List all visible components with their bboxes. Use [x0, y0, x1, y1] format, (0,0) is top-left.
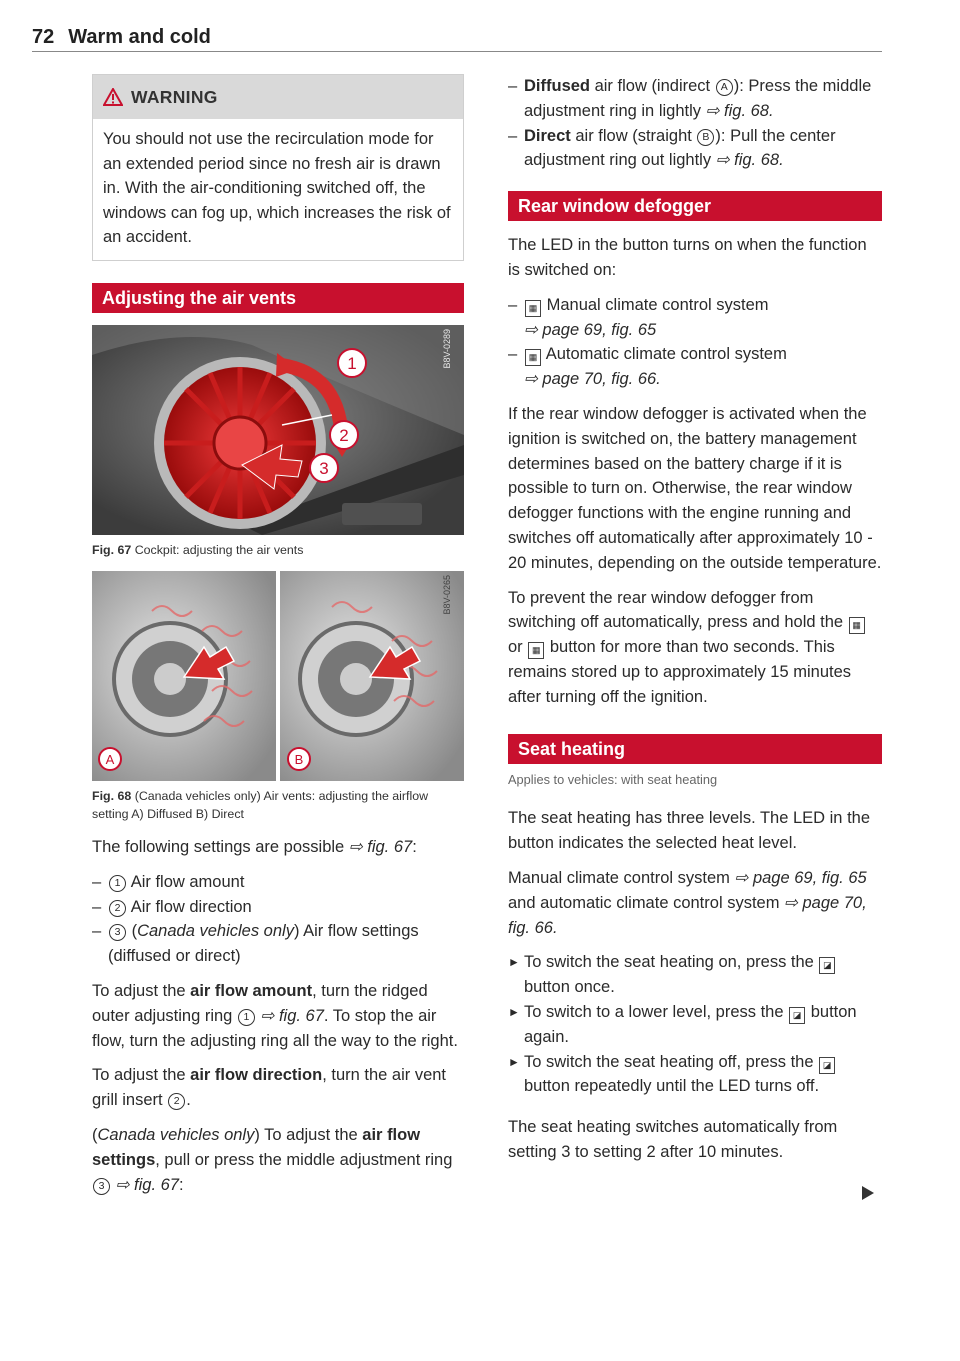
figure-code: B8V-0265: [442, 574, 453, 615]
list-item: – 1 Air flow amount: [92, 872, 245, 891]
airflow-options-list: [508, 74, 882, 173]
callout-1-label: 1: [347, 353, 357, 373]
settings-intro: The following settings are possible ⇨ fig. 67:: [92, 837, 417, 856]
section-heading-rear-defogger: Rear window defogger: [508, 191, 882, 221]
seat-heat-key-icon: ◪: [819, 957, 835, 974]
settings-list: [92, 870, 464, 969]
seat-paragraph-2: Manual climate control system ⇨ page 69, fig. 65 and automatic climate control system ⇨ page 70, fig. 66.: [508, 868, 867, 937]
defogger-key-icon: ▦: [849, 617, 865, 634]
warning-header: [93, 75, 463, 119]
figure-67: [92, 325, 464, 535]
defogger-key-icon: ▦: [525, 349, 541, 366]
left-column: [92, 74, 464, 1207]
page-header: [32, 26, 211, 49]
air-vent-illustration: [92, 325, 464, 535]
seat-paragraph-1: The seat heating has three levels. The LED in the button indicates the selected heat level.: [508, 809, 871, 853]
figure-code: B8V-0289: [442, 328, 453, 369]
warning-title: WARNING: [131, 86, 218, 107]
defogger-key-icon: ▦: [528, 642, 544, 659]
defogger-paragraph-2: To prevent the rear window defogger from switching off automatically, press and hold the ▦ or ▦ button for more than two seconds. This remains stored up to approximately 15 minutes after turning off the ignition.: [508, 586, 882, 710]
seat-steps: [508, 950, 882, 1099]
section-title: Warm and cold: [68, 26, 211, 48]
callout-B-label: B: [294, 751, 304, 767]
list-item: – 2 Air flow direction: [92, 897, 252, 916]
callout-3-label: 3: [319, 458, 329, 478]
list-item: – ▦ Automatic climate control system ⇨ page 70, fig. 66.: [508, 345, 787, 389]
callout-A-label: A: [105, 751, 115, 767]
step-item: ► To switch to a lower level, press the ◪ button again.: [508, 1002, 857, 1046]
paragraph-air-flow-direction: To adjust the air flow direction, turn the air vent grill insert 2 .: [92, 1066, 447, 1110]
header-rule: [32, 51, 882, 52]
defogger-key-icon: ▦: [525, 300, 541, 317]
step-item: ► To switch the seat heating off, press the ◪ button repeatedly until the LED turns off.: [508, 1050, 882, 1100]
right-column: [508, 74, 882, 1175]
continue-arrow-icon: [862, 1186, 874, 1200]
seat-paragraph-3: The seat heating switches automatically from setting 3 to setting 2 after 10 minutes.: [508, 1118, 838, 1161]
page-number: 72: [32, 26, 55, 48]
list-item-direct: – Direct air flow (straight B ): Pull the center adjustment ring out lightly ⇨ fig. 68.: [508, 126, 836, 170]
figure-68-caption: Fig. 68 (Canada vehicles only) Air vents: adjusting the airflow setting A) Diffused B) Direct: [92, 788, 429, 821]
defogger-paragraph-1: If the rear window defogger is activated when the ignition is switched on, the battery management determines based on the battery charge if it is possible to turn on. Otherwise, the rear window defogger functions with the engine running and switches off automatically after approximately 10 - 20 minutes, depending on the outside temperature.: [508, 404, 882, 572]
list-item: – ▦ Manual climate control system ⇨ page 69, fig. 65: [508, 295, 769, 339]
paragraph-air-flow-settings: (Canada vehicles only) To adjust the air flow settings, pull or press the middle adjustment ring 3 ⇨ fig. 67:: [92, 1125, 453, 1194]
applies-to: Applies to vehicles: with seat heating: [508, 771, 718, 787]
section-heading-air-vents: Adjusting the air vents: [92, 283, 464, 313]
warning-text: You should not use the recirculation mode for an extended period since no fresh air is drawn in. With the air-conditioning switched off, the windows can fog up, which increases the risk of an accident.: [103, 130, 451, 247]
defogger-list: [508, 293, 882, 392]
paragraph-air-flow-amount: To adjust the air flow amount, turn the ridged outer adjusting ring 1 ⇨ fig. 67. To stop the air flow, turn the adjusting ring all the way to the right.: [92, 981, 458, 1050]
section-heading-seat-heating: Seat heating: [508, 734, 882, 764]
warning-box: [92, 74, 464, 261]
step-item: ► To switch the seat heating on, press the ◪ button once.: [508, 950, 882, 1000]
vent-airflow-illustration: [92, 571, 464, 781]
defogger-intro: The LED in the button turns on when the function is switched on:: [508, 236, 867, 279]
callout-2-label: 2: [339, 425, 349, 445]
figure-68: [92, 571, 464, 781]
warning-icon: [103, 88, 123, 106]
figure-67-caption: Fig. 67 Cockpit: adjusting the air vents: [92, 542, 304, 557]
list-item: – 3 (Canada vehicles only) Air flow settings (diffused or direct): [92, 922, 419, 966]
seat-heat-key-icon: ◪: [819, 1057, 835, 1074]
seat-heat-key-icon: ◪: [789, 1007, 805, 1024]
list-item-diffused: – Diffused air flow (indirect A ): Press the middle adjustment ring in lightly ⇨ fig. 68.: [508, 77, 872, 120]
